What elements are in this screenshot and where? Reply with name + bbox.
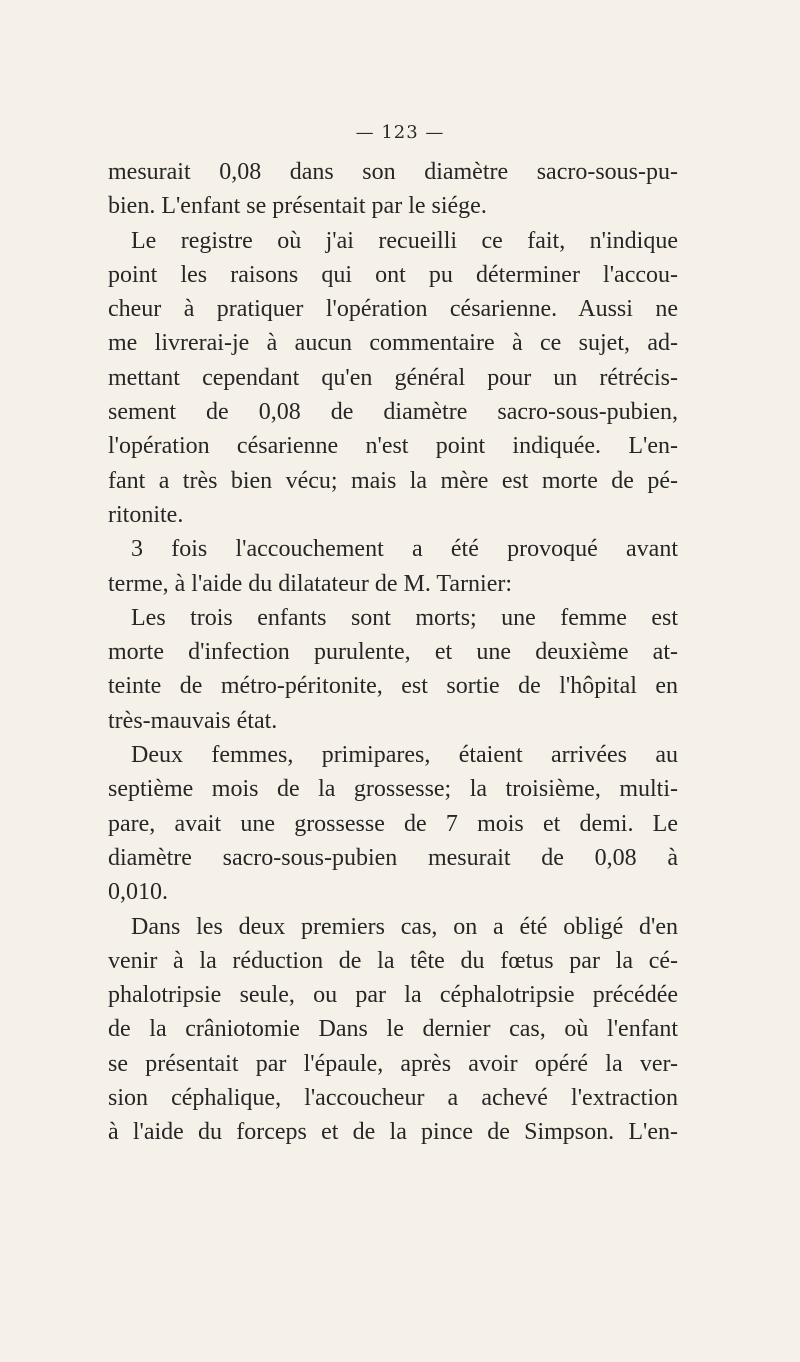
text-line-28: sion céphalique, l'accoucheur a achevé l'extraction bbox=[108, 1085, 678, 1112]
text-line-15: morte d'infection purulente, et une deuxième at- bbox=[108, 639, 678, 666]
text-line-27: se présentait par l'épaule, après avoir opéré la ver- bbox=[108, 1050, 678, 1077]
text-line-29: à l'aide du forceps et de la pince de Simpson. L'en- bbox=[108, 1119, 678, 1146]
text-line-21: diamètre sacro-sous-pubien mesurait de 0,08 à bbox=[108, 844, 678, 871]
text-line-14: Les trois enfants sont morts; une femme est bbox=[131, 604, 678, 631]
text-line-10: fant a très bien vécu; mais la mère est morte de pé- bbox=[108, 467, 678, 494]
text-line-22: 0,010. bbox=[108, 879, 168, 906]
body-text bbox=[108, 155, 678, 1150]
text-line-19: septième mois de la grossesse; la troisième, multi- bbox=[108, 776, 678, 803]
text-line-17: très-mauvais état. bbox=[108, 707, 278, 734]
text-line-5: cheur à pratiquer l'opération césarienne. Aussi ne bbox=[108, 296, 678, 323]
text-line-26: de la crâniotomie Dans le dernier cas, où l'enfant bbox=[108, 1016, 678, 1043]
text-line-3: Le registre où j'ai recueilli ce fait, n'indique bbox=[131, 227, 678, 254]
text-line-8: sement de 0,08 de diamètre sacro-sous-pubien, bbox=[108, 399, 678, 426]
page-number: — 123 — bbox=[355, 122, 445, 143]
text-line-6: me livrerai-je à aucun commentaire à ce sujet, ad- bbox=[108, 330, 678, 357]
text-line-20: pare, avait une grossesse de 7 mois et demi. Le bbox=[108, 810, 678, 837]
text-line-1: mesurait 0,08 dans son diamètre sacro-sous-pu- bbox=[108, 159, 678, 185]
text-line-18: Deux femmes, primipares, étaient arrivées au bbox=[131, 742, 678, 769]
text-line-4: point les raisons qui ont pu déterminer l'accou- bbox=[108, 261, 678, 288]
text-line-9: l'opération césarienne n'est point indiquée. L'en- bbox=[108, 433, 678, 460]
text-line-11: ritonite. bbox=[108, 501, 184, 528]
text-line-25: phalotripsie seule, ou par la céphalotripsie précédée bbox=[108, 982, 678, 1009]
text-line-16: teinte de métro-péritonite, est sortie de l'hôpital en bbox=[108, 673, 678, 700]
text-line-7: mettant cependant qu'en général pour un rétrécis- bbox=[108, 364, 678, 391]
text-line-2: bien. L'enfant se présentait par le siége. bbox=[108, 193, 487, 220]
text-line-23: Dans les deux premiers cas, on a été obligé d'en bbox=[131, 913, 678, 940]
text-line-13: terme, à l'aide du dilatateur de M. Tarnier: bbox=[108, 570, 513, 597]
text-line-12: 3 fois l'accouchement a été provoqué avant bbox=[131, 536, 678, 563]
text-line-24: venir à la réduction de la tête du fœtus par la cé- bbox=[108, 947, 678, 974]
